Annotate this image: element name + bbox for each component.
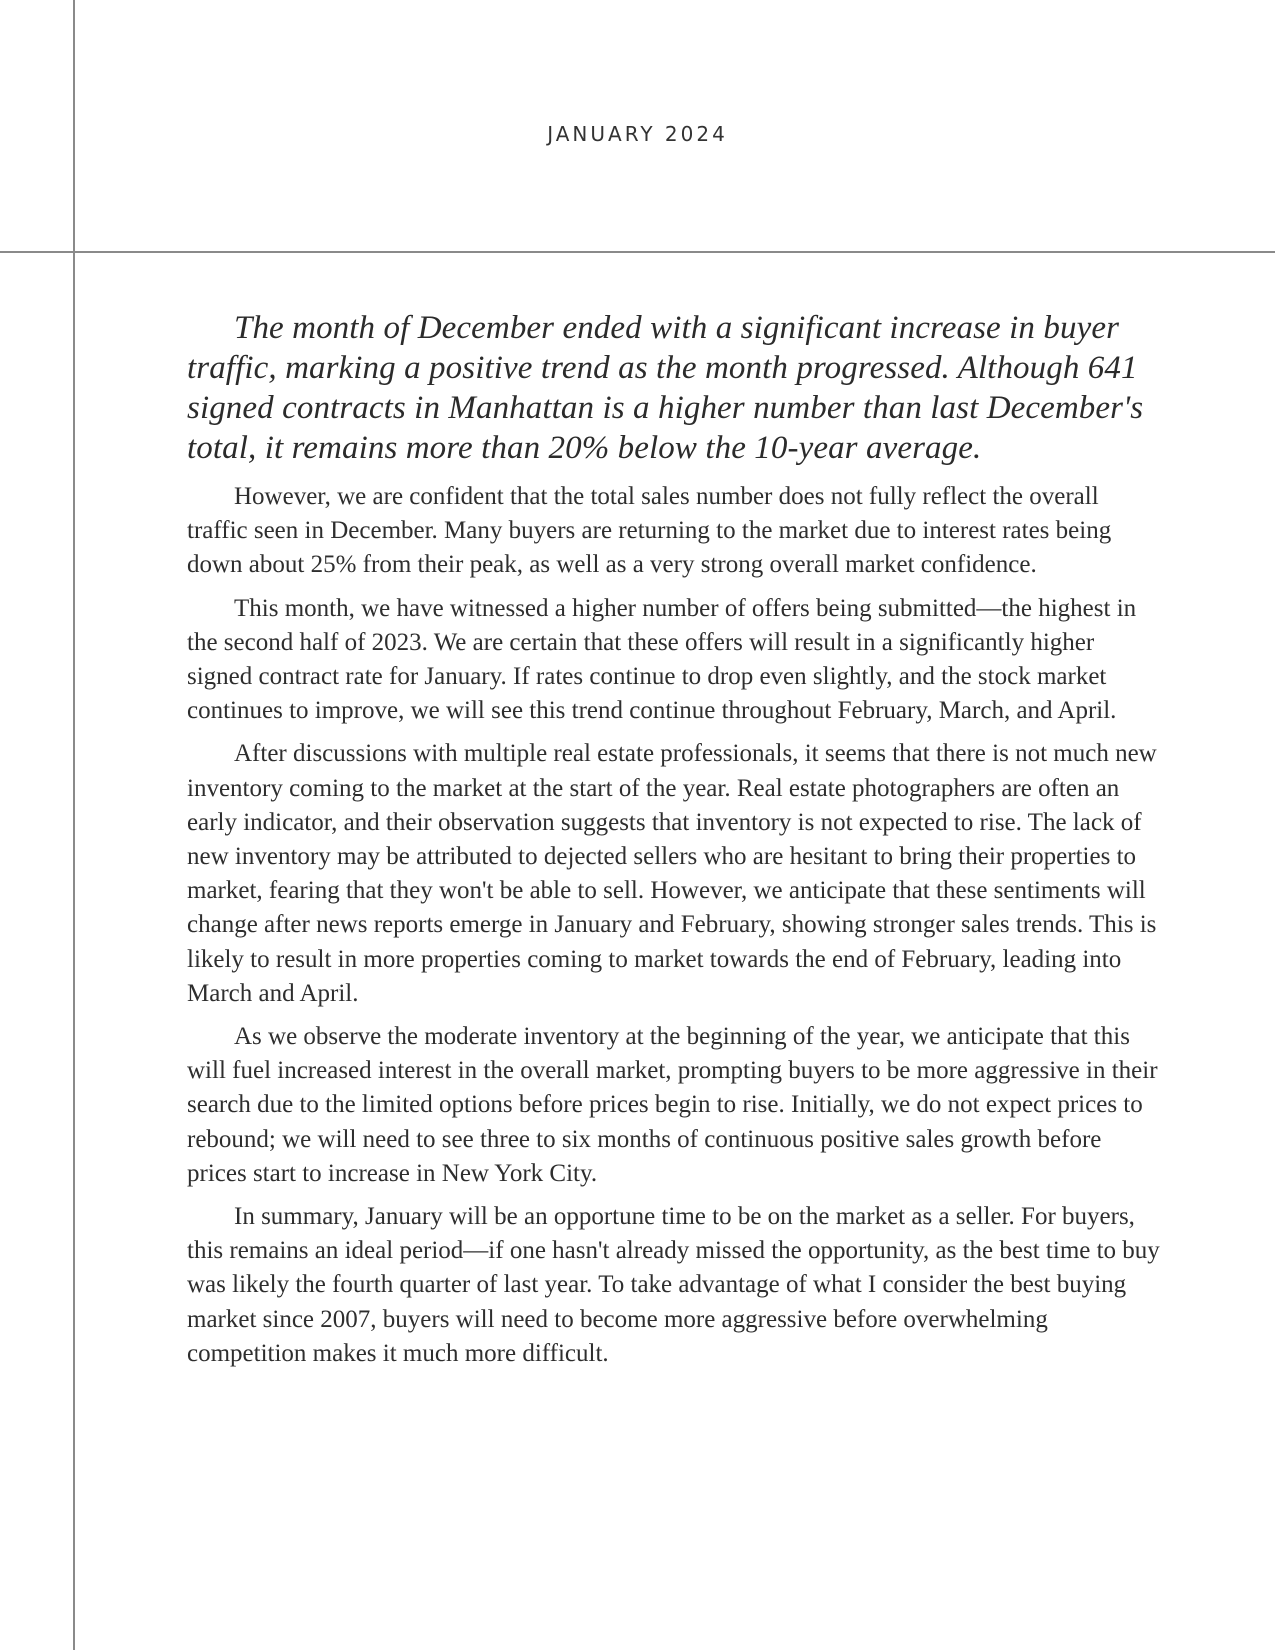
body-paragraph: After discussions with multiple real estate professionals, it seems that there is not much new inventory coming to the market at the start of the year. Real estate photographers are often an early indicator, and their observation suggests that inventory is not expected to rise. The lack of new inventory may be attributed to dejected sellers who are hesitant to bring their properties to market, fearing that they won't be able to sell. However, we anticipate that these sentiments will change after news reports emerge in January and February, showing stronger sales trends. This is likely to result in more properties coming to market towards the end of February, leading into March and April. (187, 740, 1157, 1007)
body-paragraph: This month, we have witnessed a higher number of offers being submitted—the highest in the second half of 2023. We are certain that these offers will result in a significantly higher signed contract rate for January. If rates continue to drop even slightly, and the stock market continues to improve, we will see this trend continue throughout February, March, and April. (187, 594, 1137, 725)
body-paragraph: As we observe the moderate inventory at the beginning of the year, we anticipate that this will fuel increased interest in the overall market, prompting buyers to be more aggressive in their search due to the limited options before prices begin to rise. Initially, we do not expect prices to rebound; we will need to see three to six months of continuous positive sales growth before prices start to increase in New York City. (187, 1023, 1158, 1187)
page-date-header: JANUARY 2024 (547, 122, 728, 146)
horizontal-rule (0, 251, 1275, 253)
body-paragraph: In summary, January will be an opportune time to be on the market as a seller. For buyers, this remains an ideal period—if one hasn't already missed the opportunity, as the best time to buy was likely the fourth quarter of last year. To take advantage of what I consider the best buying market since 2007, buyers will need to become more aggressive before overwhelming competition makes it much more difficult. (187, 1203, 1160, 1367)
vertical-rule (73, 0, 75, 1650)
article-body (187, 308, 1162, 1380)
body-paragraph: However, we are confident that the total sales number does not fully reflect the overall traffic seen in December. Many buyers are returning to the market due to interest rates being down about 25% from their peak, as well as a very strong overall market confidence. (187, 483, 1112, 579)
intro-paragraph: The month of December ended with a significant increase in buyer traffic, marking a positive trend as the month progressed. Although 641 signed contracts in Manhattan is a higher number than last December's total, it remains more than 20% below the 10-year average. (187, 310, 1144, 466)
